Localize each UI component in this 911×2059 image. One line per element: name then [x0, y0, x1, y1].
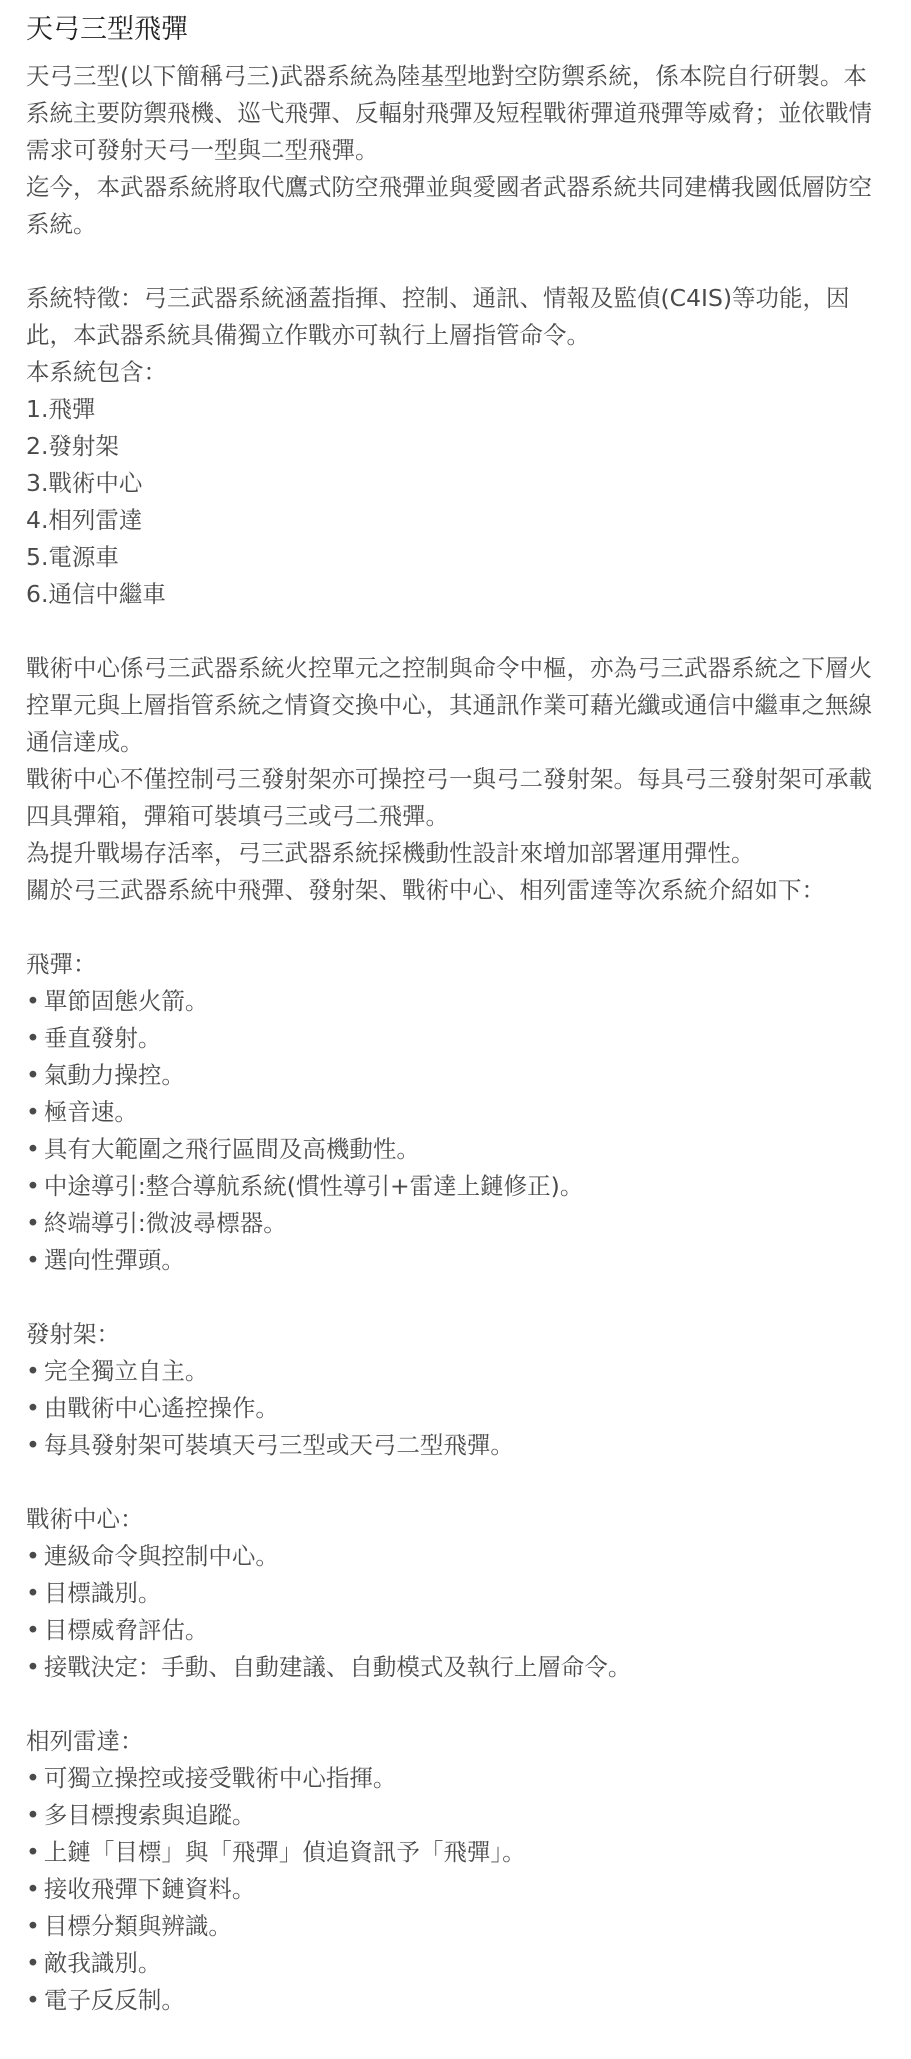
page-title: 天弓三型飛彈	[26, 14, 188, 45]
section-heading-launcher: 發射架：	[26, 1320, 120, 1348]
component-item: 3.戰術中心	[26, 469, 143, 497]
intro-paragraph-1: 天弓三型(以下簡稱弓三)武器系統為陸基型地對空防禦系統，係本院自行研製。本系統主要防禦飛機、巡弋飛彈、反輻射飛彈及短程戰術彈道飛彈等威脅；並依戰情需求可發射天弓一型與二型飛彈。	[26, 62, 872, 164]
spacer	[26, 613, 885, 650]
list-item	[26, 1020, 885, 1057]
bullet-icon: •	[26, 1838, 40, 1866]
list-item-text: 極音速。	[43, 1098, 138, 1126]
section-heading-missile: 飛彈：	[26, 950, 97, 978]
bullet-icon: •	[26, 1875, 40, 1903]
spacer	[26, 1279, 885, 1316]
list-item	[26, 1353, 885, 1390]
list-item-text: 完全獨立自主。	[43, 1357, 209, 1385]
list-item-text: 每具發射架可裝填天弓三型或天弓二型飛彈。	[43, 1431, 514, 1459]
component-item: 1.飛彈	[26, 395, 96, 423]
list-item	[26, 1982, 885, 2019]
bullet-icon: •	[26, 1579, 40, 1607]
bullet-icon: •	[26, 1209, 40, 1237]
component-item: 4.相列雷達	[26, 506, 143, 534]
list-item	[26, 1871, 885, 1908]
bullet-icon: •	[26, 1764, 40, 1792]
includes-label: 本系統包含：	[26, 358, 167, 386]
list-item-text: 由戰術中心遙控操作。	[43, 1394, 279, 1422]
bullet-icon: •	[26, 1061, 40, 1089]
spacer	[26, 1686, 885, 1723]
bullet-icon: •	[26, 1394, 40, 1422]
list-item	[26, 983, 885, 1020]
list-item-text: 目標分類與辨識。	[43, 1912, 232, 1940]
spacer	[26, 909, 885, 946]
list-item	[26, 1612, 885, 1649]
list-item	[26, 1057, 885, 1094]
list-item-text: 氣動力操控。	[43, 1061, 185, 1089]
bullet-icon: •	[26, 1542, 40, 1570]
list-item-text: 電子反反制。	[43, 1986, 185, 2014]
list-item-text: 連級命令與控制中心。	[43, 1542, 279, 1570]
list-item	[26, 1094, 885, 1131]
list-item	[26, 1538, 885, 1575]
bullet-icon: •	[26, 1172, 40, 1200]
list-item-text: 垂直發射。	[43, 1024, 162, 1052]
bullet-icon: •	[26, 1098, 40, 1126]
list-item	[26, 1760, 885, 1797]
tactical-paragraph-4: 關於弓三武器系統中飛彈、發射架、戰術中心、相列雷達等次系統介紹如下：	[26, 876, 825, 904]
list-item-text: 可獨立操控或接受戰術中心指揮。	[43, 1764, 397, 1792]
section-heading-tactical-center: 戰術中心：	[26, 1505, 144, 1533]
list-item-text: 敵我識別。	[43, 1949, 162, 1977]
list-item	[26, 1834, 885, 1871]
bullet-icon: •	[26, 987, 40, 1015]
list-item	[26, 1908, 885, 1945]
list-item	[26, 1168, 885, 1205]
component-item: 6.通信中繼車	[26, 580, 166, 608]
list-item-text: 接戰決定：手動、自動建議、自動模式及執行上層命令。	[43, 1653, 632, 1681]
list-item-text: 單節固態火箭。	[43, 987, 209, 1015]
tactical-paragraph-1: 戰術中心係弓三武器系統火控單元之控制與命令中樞，亦為弓三武器系統之下層火控單元與上層指管系統之情資交換中心，其通訊作業可藉光纖或通信中繼車之無線通信達成。	[26, 654, 872, 756]
list-item	[26, 1649, 885, 1686]
bullet-icon: •	[26, 1135, 40, 1163]
bullet-icon: •	[26, 1986, 40, 2014]
list-item	[26, 1390, 885, 1427]
bullet-icon: •	[26, 1912, 40, 1940]
list-item	[26, 1205, 885, 1242]
bullet-icon: •	[26, 1431, 40, 1459]
list-item	[26, 1945, 885, 1982]
list-item-text: 選向性彈頭。	[43, 1246, 185, 1274]
component-item: 5.電源車	[26, 543, 119, 571]
component-item: 2.發射架	[26, 432, 119, 460]
list-item-text: 終端導引:微波尋標器。	[43, 1209, 287, 1237]
list-item-text: 接收飛彈下鏈資料。	[43, 1875, 256, 1903]
bullet-icon: •	[26, 1024, 40, 1052]
list-item	[26, 1242, 885, 1279]
bullet-icon: •	[26, 1616, 40, 1644]
bullet-icon: •	[26, 1801, 40, 1829]
list-item-text: 目標識別。	[43, 1579, 162, 1607]
bullet-icon: •	[26, 1949, 40, 1977]
intro-paragraph-2: 迄今，本武器系統將取代鷹式防空飛彈並與愛國者武器系統共同建構我國低層防空系統。	[26, 173, 872, 238]
list-item-text: 多目標搜索與追蹤。	[43, 1801, 256, 1829]
list-item	[26, 1575, 885, 1612]
list-item-text: 目標威脅評估。	[43, 1616, 209, 1644]
tactical-paragraph-3: 為提升戰場存活率，弓三武器系統採機動性設計來增加部署運用彈性。	[26, 839, 755, 867]
list-item-text: 中途導引:整合導航系統(慣性導引+雷達上鏈修正)。	[43, 1172, 584, 1200]
list-item	[26, 1797, 885, 1834]
list-item	[26, 1131, 885, 1168]
section-heading-radar: 相列雷達：	[26, 1727, 144, 1755]
list-item	[26, 1427, 885, 1464]
list-item-text: 上鏈「目標」與「飛彈」偵追資訊予「飛彈」。	[43, 1838, 526, 1866]
features-paragraph: 系統特徵：弓三武器系統涵蓋指揮、控制、通訊、情報及監偵(C4IS)等功能，因此，本武器系統具備獨立作戰亦可執行上層指管命令。	[26, 284, 850, 349]
list-item-text: 具有大範圍之飛行區間及高機動性。	[43, 1135, 420, 1163]
bullet-icon: •	[26, 1357, 40, 1385]
tactical-paragraph-2: 戰術中心不僅控制弓三發射架亦可操控弓一與弓二發射架。每具弓三發射架可承載四具彈箱，彈箱可裝填弓三或弓二飛彈。	[26, 765, 872, 830]
bullet-icon: •	[26, 1653, 40, 1681]
bullet-icon: •	[26, 1246, 40, 1274]
spacer	[26, 1464, 885, 1501]
spacer	[26, 243, 885, 280]
